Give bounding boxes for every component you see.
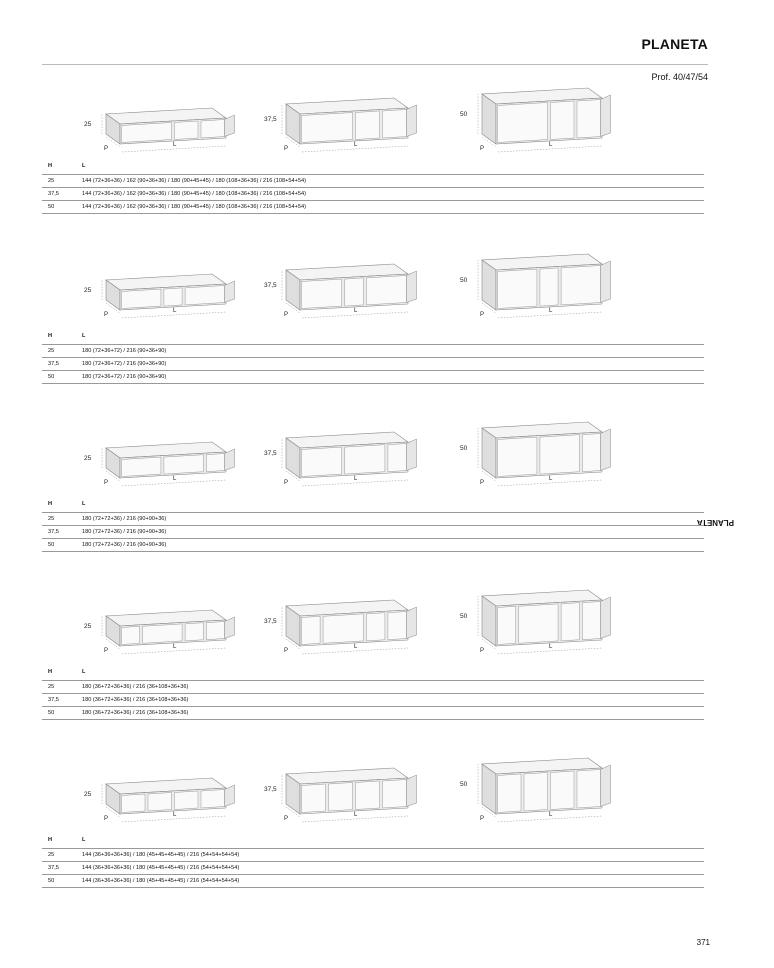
- cabinet-body: [482, 88, 611, 144]
- table-row: [42, 694, 704, 707]
- cabinet-door: [498, 437, 537, 476]
- cabinet-door: [206, 622, 224, 640]
- open-door: [601, 765, 611, 807]
- side-label: PLANETA: [696, 518, 734, 527]
- cabinet-body: [106, 442, 235, 478]
- cabinet-door: [582, 434, 600, 472]
- cell-height: 25: [48, 684, 55, 690]
- header-height: H: [48, 837, 53, 843]
- cabinet-door: [148, 793, 172, 812]
- cell-length: 180 (36+72+36+36) / 216 (36+108+36+36): [82, 684, 189, 690]
- sideboard-illustration: [460, 260, 624, 326]
- height-label: 25: [84, 623, 92, 630]
- cabinet-door: [122, 123, 172, 143]
- cabinet-door: [201, 790, 225, 809]
- sideboard-drawing: [264, 428, 430, 499]
- cabinet-body: [286, 264, 417, 310]
- cabinet-door: [366, 613, 385, 641]
- open-door: [601, 261, 611, 303]
- depth-label: P: [480, 146, 485, 152]
- height-label: 50: [460, 445, 468, 452]
- cell-height: 50: [48, 878, 55, 884]
- cabinet-door: [383, 110, 407, 139]
- cabinet-body: [106, 778, 235, 814]
- cell-length: 180 (72+36+72) / 216 (90+36+90): [82, 348, 167, 354]
- header-height: H: [48, 163, 53, 169]
- sideboard-drawing: [460, 596, 624, 667]
- height-label: 37,5: [264, 786, 277, 793]
- cell-height: 37,5: [48, 361, 59, 367]
- length-label: L: [549, 476, 553, 482]
- cabinet-door: [323, 614, 363, 643]
- cell-length: 144 (72+36+36) / 162 (90+36+36) / 180 (90+45+45) / 180 (108+36+36) / 216 (108+54+54): [82, 204, 306, 210]
- cabinet-door: [366, 276, 406, 305]
- cabinet-door: [519, 604, 558, 643]
- sideboard-drawing: [460, 428, 624, 499]
- depth-label: P: [284, 816, 289, 822]
- cell-length: 144 (72+36+36) / 162 (90+36+36) / 180 (90+45+45) / 180 (108+36+36) / 216 (108+54+54): [82, 178, 306, 184]
- depth-label: P: [284, 312, 289, 318]
- cabinet-body: [286, 98, 417, 144]
- cabinet-door: [122, 794, 146, 813]
- length-label: L: [549, 812, 553, 818]
- height-label: 37,5: [264, 116, 277, 123]
- cabinet-door: [577, 770, 601, 809]
- cabinet-door: [498, 606, 516, 644]
- dimensions-table: [42, 162, 704, 214]
- depth-label: P: [284, 648, 289, 654]
- cabinet-door: [356, 111, 380, 140]
- length-label: L: [173, 644, 177, 650]
- length-label: L: [173, 812, 177, 818]
- cabinet-body: [106, 610, 235, 646]
- sideboard-drawing: [264, 260, 430, 331]
- table-row: [42, 707, 704, 720]
- length-label: L: [354, 812, 358, 818]
- cell-length: 144 (72+36+36) / 162 (90+36+36) / 180 (90+45+45) / 180 (108+36+36) / 216 (108+54+54): [82, 191, 306, 197]
- cabinet-body: [286, 768, 417, 814]
- table-header: [42, 836, 704, 849]
- table-row: [42, 358, 704, 371]
- open-door: [407, 105, 417, 137]
- sideboard-illustration: [264, 596, 430, 662]
- cabinet-door: [582, 602, 600, 640]
- cabinet-door: [122, 626, 140, 644]
- sideboard-illustration: [264, 428, 430, 494]
- dimensions-table: [42, 668, 704, 720]
- sideboard-illustration: [84, 764, 248, 830]
- sideboard-illustration: [264, 260, 430, 326]
- header-height: H: [48, 501, 53, 507]
- depth-label: P: [104, 816, 109, 822]
- cell-length: 144 (36+36+36+36) / 180 (45+45+45+45) / 216 (54+54+54+54): [82, 865, 240, 871]
- depth-label: P: [104, 312, 109, 318]
- open-door: [407, 271, 417, 303]
- cabinet-door: [302, 113, 353, 143]
- cell-length: 144 (36+36+36+36) / 180 (45+45+45+45) / 216 (54+54+54+54): [82, 878, 240, 884]
- cell-length: 180 (36+72+36+36) / 216 (36+108+36+36): [82, 710, 189, 716]
- cabinet-door: [577, 100, 601, 139]
- sideboard-drawing: [264, 764, 430, 835]
- cabinet-door: [540, 435, 579, 474]
- cabinet-door: [185, 286, 224, 305]
- cabinet-door: [524, 773, 548, 812]
- cabinet-body: [482, 758, 611, 814]
- table-row: [42, 862, 704, 875]
- cabinet-door: [302, 616, 321, 644]
- cabinet-door: [185, 623, 203, 641]
- height-label: 37,5: [264, 618, 277, 625]
- length-label: L: [354, 308, 358, 314]
- depth-label: P: [284, 480, 289, 486]
- cell-length: 180 (36+72+36+36) / 216 (36+108+36+36): [82, 697, 189, 703]
- cabinet-door: [206, 454, 224, 472]
- header-length: L: [82, 163, 86, 169]
- cell-height: 37,5: [48, 865, 59, 871]
- length-label: L: [549, 644, 553, 650]
- cabinet-door: [345, 445, 385, 474]
- cell-length: 180 (72+36+72) / 216 (90+36+90): [82, 374, 167, 380]
- sideboard-illustration: [84, 260, 248, 326]
- cell-height: 37,5: [48, 529, 59, 535]
- cell-height: 25: [48, 516, 55, 522]
- table-row: [42, 849, 704, 862]
- depth-label: P: [284, 146, 289, 152]
- cabinet-door: [498, 103, 548, 143]
- header-length: L: [82, 837, 86, 843]
- height-label: 25: [84, 455, 92, 462]
- sideboard-illustration: [460, 596, 624, 662]
- height-label: 50: [460, 111, 468, 118]
- cabinet-body: [482, 422, 611, 478]
- cabinet-door: [388, 612, 407, 640]
- height-label: 50: [460, 781, 468, 788]
- cabinet-door: [551, 771, 575, 810]
- dimensions-table: [42, 332, 704, 384]
- open-door: [601, 429, 611, 471]
- open-door: [407, 775, 417, 807]
- cabinet-body: [106, 108, 235, 144]
- cell-length: 180 (72+72+36) / 216 (90+90+36): [82, 516, 167, 522]
- length-label: L: [549, 308, 553, 314]
- cabinet-door: [302, 784, 326, 813]
- depth-label: P: [480, 480, 485, 486]
- cabinet-door: [201, 120, 225, 139]
- sideboard-illustration: [84, 428, 248, 494]
- page-title: PLANETA: [641, 36, 708, 52]
- table-row: [42, 681, 704, 694]
- height-label: 37,5: [264, 450, 277, 457]
- cabinet-door: [329, 783, 353, 812]
- table-header: [42, 332, 704, 345]
- cell-length: 144 (36+36+36+36) / 180 (45+45+45+45) / 216 (54+54+54+54): [82, 852, 240, 858]
- cabinet-door: [540, 268, 558, 306]
- cabinet-body: [482, 590, 611, 646]
- header-height: H: [48, 669, 53, 675]
- depth-label: P: [480, 312, 485, 318]
- dimensions-table: [42, 500, 704, 552]
- sideboard-drawing: [460, 94, 624, 165]
- cell-length: 180 (72+72+36) / 216 (90+90+36): [82, 529, 167, 535]
- table-row: [42, 371, 704, 384]
- cabinet-door: [551, 101, 575, 140]
- sideboard-illustration: [84, 94, 248, 160]
- open-door: [601, 597, 611, 639]
- dimensions-table: [42, 836, 704, 888]
- cabinet-door: [498, 269, 537, 308]
- sideboard-illustration: [460, 94, 624, 160]
- cabinet-door: [164, 288, 182, 306]
- header-length: L: [82, 669, 86, 675]
- cabinet-door: [122, 289, 161, 308]
- cell-height: 50: [48, 710, 55, 716]
- sideboard-drawing: [264, 94, 430, 165]
- cabinet-body: [106, 274, 235, 310]
- cell-height: 50: [48, 542, 55, 548]
- sideboard-drawing: [460, 260, 624, 331]
- table-header: [42, 668, 704, 681]
- cabinet-door: [388, 444, 407, 472]
- sideboard-illustration: [460, 428, 624, 494]
- cell-height: 25: [48, 178, 55, 184]
- table-header: [42, 162, 704, 175]
- cell-height: 37,5: [48, 697, 59, 703]
- height-label: 25: [84, 287, 92, 294]
- header-length: L: [82, 501, 86, 507]
- sideboard-drawing: [84, 260, 248, 331]
- depth-note: Prof. 40/47/54: [651, 72, 708, 82]
- length-label: L: [354, 476, 358, 482]
- cabinet-body: [286, 600, 417, 646]
- height-label: 50: [460, 277, 468, 284]
- cell-height: 50: [48, 374, 55, 380]
- cell-length: 180 (72+72+36) / 216 (90+90+36): [82, 542, 167, 548]
- cabinet-door: [345, 278, 364, 306]
- table-header: [42, 500, 704, 513]
- header-divider: [42, 64, 708, 65]
- depth-label: P: [480, 816, 485, 822]
- cabinet-door: [383, 780, 407, 809]
- length-label: L: [354, 142, 358, 148]
- table-row: [42, 201, 704, 214]
- cabinet-door: [561, 603, 579, 641]
- sideboard-drawing: [84, 94, 248, 165]
- sideboard-drawing: [84, 764, 248, 835]
- page-number: 371: [696, 938, 710, 947]
- cabinet-door: [498, 774, 522, 813]
- cabinet-door: [164, 455, 203, 474]
- table-row: [42, 875, 704, 888]
- length-label: L: [173, 476, 177, 482]
- cabinet-door: [356, 781, 380, 810]
- sideboard-illustration: [84, 596, 248, 662]
- sideboard-drawing: [84, 596, 248, 667]
- length-label: L: [354, 644, 358, 650]
- cell-height: 25: [48, 852, 55, 858]
- height-label: 50: [460, 613, 468, 620]
- cabinet-body: [482, 254, 611, 310]
- cabinet-door: [302, 279, 342, 308]
- cabinet-door: [143, 624, 182, 643]
- cabinet-body: [286, 432, 417, 478]
- sideboard-drawing: [460, 764, 624, 835]
- open-door: [407, 439, 417, 471]
- depth-label: P: [480, 648, 485, 654]
- depth-label: P: [104, 146, 109, 152]
- cabinet-door: [302, 447, 342, 476]
- cabinet-door: [561, 266, 600, 305]
- table-row: [42, 513, 704, 526]
- open-door: [601, 95, 611, 137]
- cabinet-door: [122, 457, 161, 476]
- cell-height: 25: [48, 348, 55, 354]
- table-row: [42, 175, 704, 188]
- depth-label: P: [104, 480, 109, 486]
- length-label: L: [549, 142, 553, 148]
- sideboard-illustration: [264, 94, 430, 160]
- cell-height: 37,5: [48, 191, 59, 197]
- cabinet-door: [175, 121, 199, 140]
- table-row: [42, 526, 704, 539]
- table-row: [42, 539, 704, 552]
- depth-label: P: [104, 648, 109, 654]
- length-label: L: [173, 142, 177, 148]
- sideboard-illustration: [264, 764, 430, 830]
- sideboard-illustration: [460, 764, 624, 830]
- sideboard-drawing: [264, 596, 430, 667]
- header-length: L: [82, 333, 86, 339]
- open-door: [407, 607, 417, 639]
- table-row: [42, 188, 704, 201]
- sideboard-drawing: [84, 428, 248, 499]
- height-label: 25: [84, 791, 92, 798]
- table-row: [42, 345, 704, 358]
- cabinet-door: [175, 791, 199, 810]
- cell-height: 50: [48, 204, 55, 210]
- height-label: 37,5: [264, 282, 277, 289]
- header-height: H: [48, 333, 53, 339]
- height-label: 25: [84, 121, 92, 128]
- length-label: L: [173, 308, 177, 314]
- cell-length: 180 (72+36+72) / 216 (90+36+90): [82, 361, 167, 367]
